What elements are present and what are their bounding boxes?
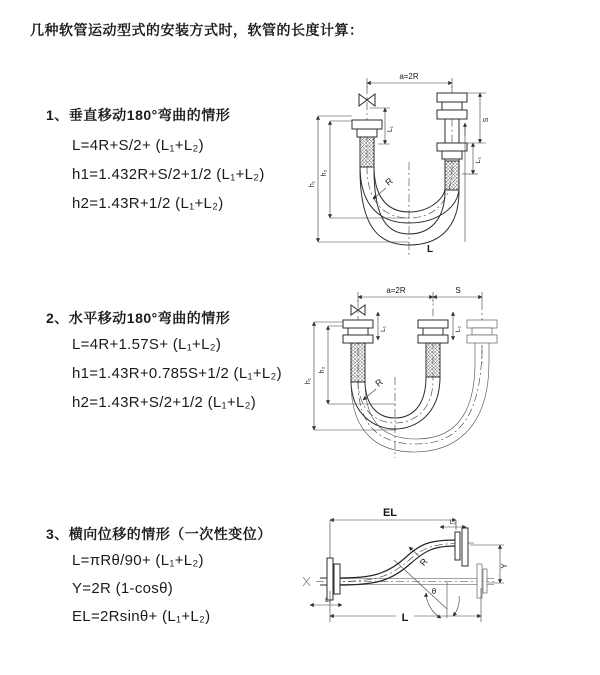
formula-line: h2=1.43R+S/2+1/2 (L₁+L₂)	[72, 394, 257, 411]
dim-label-r: R	[417, 556, 430, 568]
hose	[360, 166, 459, 245]
dim-label-l1: L₁	[387, 125, 394, 133]
dim-label-el: EL	[382, 507, 398, 519]
formula-line: L=πRθ/90+ (L₁+L₂)	[72, 552, 204, 569]
dim-label-l2: L₂	[455, 325, 462, 333]
dim-label-h2: h₂	[319, 366, 326, 374]
formula-line: L=4R+1.57S+ (L₁+L₂)	[72, 336, 222, 353]
hose	[351, 377, 440, 429]
diagram-lateral-displacement	[298, 496, 598, 662]
dim-label-a2r: a=2R	[386, 286, 406, 295]
section-1-heading: 1、垂直移动180°弯曲的情形	[46, 107, 231, 123]
diagram-horizontal-180-bend	[306, 282, 598, 464]
dim-l2	[453, 312, 462, 340]
dim-label-l2: L₂	[475, 156, 482, 164]
dim-label-length: L	[401, 612, 409, 624]
dim-label-l2: L₂	[449, 519, 457, 526]
dim-label-h2: h₂	[321, 169, 328, 177]
dim-s	[433, 286, 482, 297]
section-2-heading: 2、水平移动180°弯曲的情形	[46, 310, 231, 326]
dim-label-length: L	[426, 244, 434, 255]
radius-callout	[363, 376, 385, 400]
dim-label-h1: h₁	[309, 180, 316, 188]
dim-label-a2r: a=2R	[399, 72, 419, 81]
dim-label-theta: θ	[431, 587, 437, 596]
formula-line: Y=2R (1-cosθ)	[72, 580, 174, 597]
pipe-break-mark	[303, 577, 310, 586]
dim-label-s: S	[483, 117, 490, 123]
middle-pipe	[418, 320, 448, 377]
dim-label-r: R	[373, 376, 385, 389]
dim-l1	[310, 597, 342, 605]
dim-label-s: S	[455, 286, 461, 295]
section-3-heading: 3、横向位移的情形（一次性变位）	[46, 526, 272, 542]
upper-flange	[455, 528, 468, 566]
dim-label-h1: h₁	[305, 377, 312, 385]
diagram-vertical-180-bend	[310, 66, 585, 264]
left-pipe	[352, 120, 382, 167]
dim-el	[330, 507, 456, 558]
dim-label-r: R	[383, 175, 395, 188]
formula-line: EL=2Rsinθ+ (L₁+L₂)	[72, 608, 211, 625]
formula-line: h1=1.432R+S/2+1/2 (L₁+L₂)	[72, 166, 265, 183]
dim-label-y: Y	[500, 563, 509, 569]
dim-a2r	[358, 286, 482, 302]
angle-construction	[394, 560, 459, 618]
formula-line: h2=1.43R+1/2 (L₁+L₂)	[72, 195, 224, 212]
left-pipe	[343, 320, 373, 382]
page-title: 几种软管运动型式的安装方式时，软管的长度计算：	[30, 22, 364, 38]
dim-y	[470, 545, 509, 583]
dim-label-l1: L₁	[325, 597, 331, 604]
dim-label-l1: L₁	[380, 326, 387, 332]
formula-line: h1=1.43R+0.785S+1/2 (L₁+L₂)	[72, 365, 282, 382]
dim-a2r	[367, 72, 452, 88]
dim-l1	[378, 312, 387, 340]
formula-line: L=4R+S/2+ (L₁+L₂)	[72, 137, 204, 154]
